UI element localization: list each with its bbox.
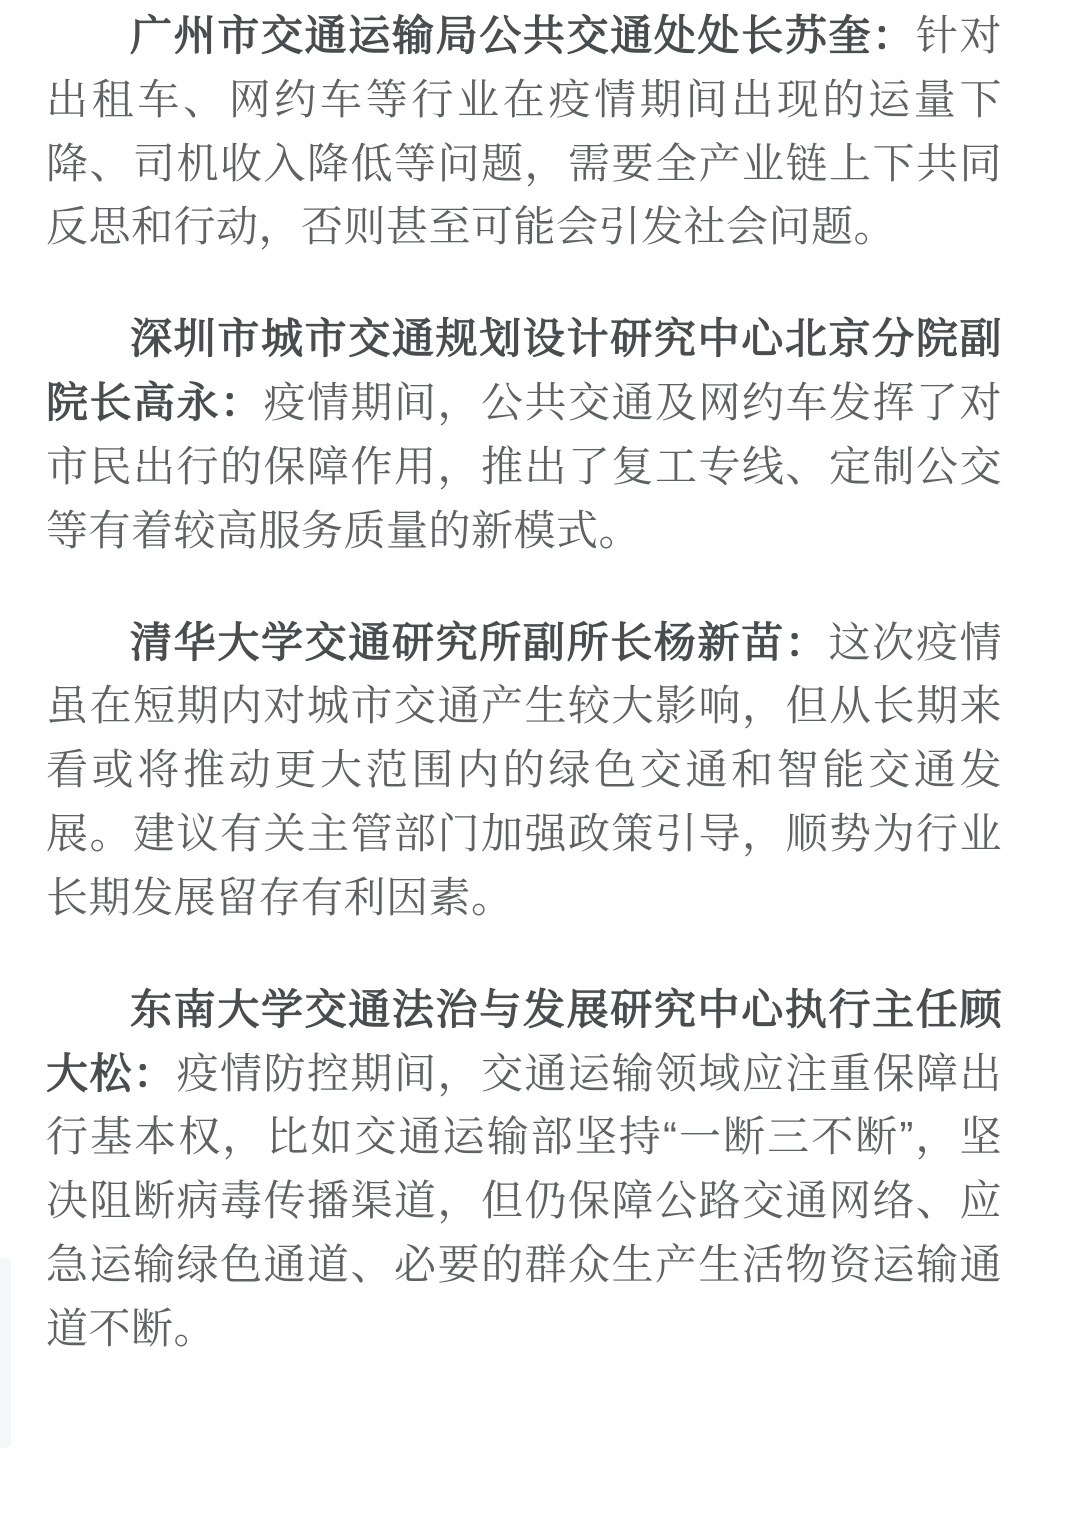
speaker-name: 深圳市城市交通规划设计研究中心北京分院副院长高永： <box>46 315 1002 427</box>
speaker-name: 广州市交通运输局公共交通处处长苏奎： <box>130 12 916 59</box>
article-paragraph <box>46 4 1002 259</box>
article-paragraph <box>46 978 1002 1361</box>
paragraph-text: 针对出租车、网约车等行业在疫情期间出现的运量下降、司机收入降低等问题，需要全产业链上下共同反思和行动，否则甚至可能会引发社会问题。 <box>46 12 1002 251</box>
paragraph-text: 这次疫情虽在短期内对城市交通产生较大影响，但从长期来看或将推动更大范围内的绿色交通和智能交通发展。建议有关主管部门加强政策引导，顺势为行业长期发展留存有利因素。 <box>46 618 1002 921</box>
article-paragraph <box>46 307 1002 562</box>
paragraph-text: 疫情期间，公共交通及网约车发挥了对市民出行的保障作用，推出了复工专线、定制公交等有着较高服务质量的新模式。 <box>46 379 1002 554</box>
article-paragraph <box>46 611 1002 930</box>
paragraph-text: 疫情防控期间，交通运输领域应注重保障出行基本权，比如交通运输部坚持“一断三不断”，坚决阻断病毒传播渠道，但仍保障公路交通网络、应急运输绿色通道、必要的群众生产生活物资运输通道不断。 <box>46 1049 1002 1352</box>
speaker-name: 清华大学交通研究所副所长杨新苗： <box>130 618 829 666</box>
scroll-edge-indicator[interactable] <box>0 1258 11 1448</box>
speaker-name: 东南大学交通法治与发展研究中心执行主任顾大松： <box>46 985 1002 1097</box>
